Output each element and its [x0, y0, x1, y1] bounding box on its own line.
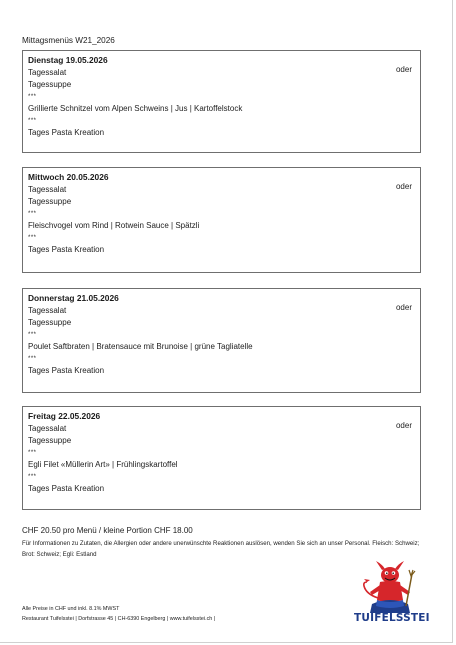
separator: *** [28, 356, 37, 362]
day-title: Mittwoch 20.05.2026 [28, 172, 109, 182]
day-card-wednesday [22, 167, 421, 273]
day-title: Dienstag 19.05.2026 [28, 55, 108, 65]
menu-line: Tagessuppe [28, 436, 72, 445]
menu-line: Grillierte Schnitzel vom Alpen Schweins | Jus | Kartoffelstock [28, 104, 243, 113]
footer-address: Restaurant Tuifelsstei | Dorfstrasse 45 | CH-6390 Engelberg | www.tuifelsstei.ch | [22, 616, 216, 622]
or-label: oder [395, 65, 412, 74]
menu-line: Poulet Saftbraten | Bratensauce mit Brunoise | grüne Tagliatelle [28, 342, 253, 351]
separator: *** [28, 474, 37, 480]
menu-line: Tagessuppe [28, 197, 72, 206]
menu-line: Tagessalat [28, 68, 67, 77]
day-card-tuesday [22, 50, 421, 153]
menu-line: Tagessalat [28, 185, 67, 194]
logo-wordmark: TUIFELSSTEI [354, 612, 430, 624]
menu-line: Tagessuppe [28, 318, 72, 327]
menu-heading: Mittagsmenüs W21_2026 [22, 36, 115, 45]
or-label: oder [395, 303, 412, 312]
menu-line: Tagessalat [28, 424, 67, 433]
day-card-thursday [22, 288, 421, 393]
menu-line: Fleischvogel vom Rind | Rotwein Sauce | Spätzli [28, 221, 200, 230]
day-card-friday [22, 406, 421, 510]
menu-line: Tages Pasta Kreation [28, 128, 105, 137]
menu-line: Tages Pasta Kreation [28, 245, 105, 254]
day-title: Donnerstag 21.05.2026 [28, 293, 119, 303]
separator: *** [28, 235, 37, 241]
menu-line: Tages Pasta Kreation [28, 484, 105, 493]
price-info: CHF 20.50 pro Menü / kleine Portion CHF 18.00 [22, 526, 193, 535]
separator: *** [28, 118, 37, 124]
day-title: Freitag 22.05.2026 [28, 411, 101, 421]
separator: *** [28, 450, 37, 456]
menu-line: Tagessuppe [28, 80, 72, 89]
menu-line: Tagessalat [28, 306, 67, 315]
or-label: oder [395, 182, 412, 191]
or-label: oder [395, 421, 412, 430]
footer-prices-note: Alle Preise in CHF und inkl. 8.1% MWST [22, 606, 120, 612]
allergy-origin-info: Für Informationen zu Zutaten, die Allergien oder andere unerwünschte Reaktionen auslösen, wenden Sie sich an unser Personal. Fleisch: Schweiz; Brot: Schweiz; Egli: Estland [22, 540, 420, 558]
menu-line: Egli Filet «Müllerin Art» | Frühlingskartoffel [28, 460, 178, 469]
menu-line: Tages Pasta Kreation [28, 366, 105, 375]
separator: *** [28, 332, 37, 338]
separator: *** [28, 211, 37, 217]
separator: *** [28, 94, 37, 100]
